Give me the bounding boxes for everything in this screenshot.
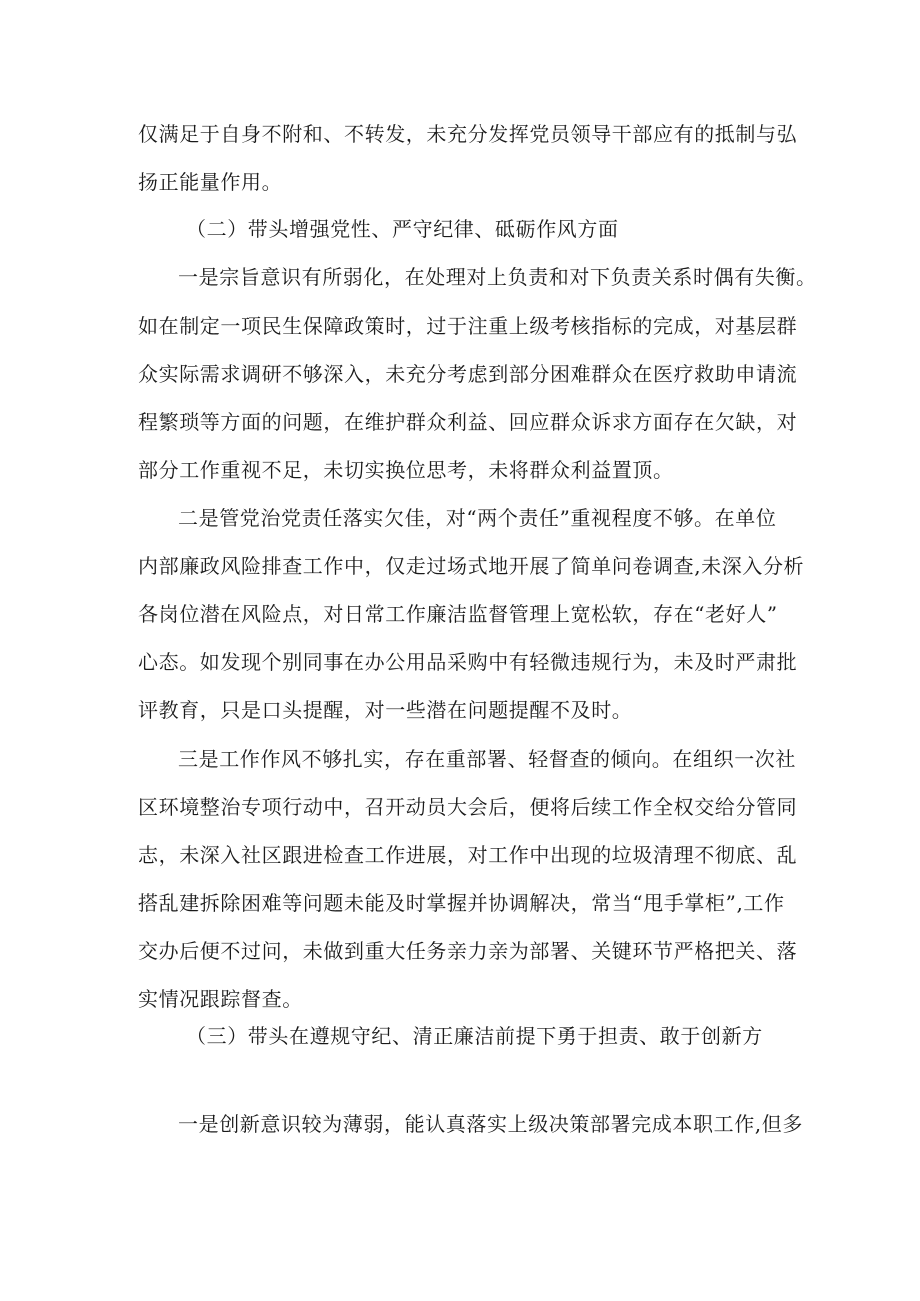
text-line: 实情况跟踪督查。 [138,987,303,1011]
text-line: 二是管党治党责任落实欠佳，对“两个责任”重视程度不够。在单位 [178,506,777,530]
text-line: 程繁琐等方面的问题，在维护群众利益、回应群众诉求方面存在欠缺，对 [138,410,798,434]
text-line: 部分工作重视不足，未切实换位思考，未将群众利益置顶。 [138,458,674,482]
text-line: 内部廉政风险排查工作中，仅走过场式地开展了简单问卷调查,未深入分析 [138,554,805,578]
text-line: 众实际需求调研不够深入，未充分考虑到部分困难群众在医疗救助申请流 [138,362,798,386]
text-line: 交办后便不过问，未做到重大任务亲力亲为部署、关键环节严格把关、落 [138,939,798,963]
text-line: 心态。如发现个别同事在办公用品采购中有轻微违规行为，未及时严肃批 [138,650,798,674]
text-line: 扬正能量作用。 [138,170,283,194]
text-line: 三是工作作风不够扎实，存在重部署、轻督查的倾向。在组织一次社 [178,747,796,771]
text-line: 如在制定一项民生保障政策时，过于注重上级考核指标的完成，对基层群 [138,314,798,338]
text-line: 各岗位潜在风险点，对日常工作廉洁监督管理上宽松软，存在“老好人” [138,602,778,626]
text-line: 评教育，只是口头提醒，对一些潜在问题提醒不及时。 [138,698,633,722]
text-line: 一是创新意识较为薄弱，能认真落实上级决策部署完成本职工作,但多 [178,1112,803,1136]
text-line: 一是宗旨意识有所弱化，在处理对上负责和对下负责关系时偶有失衡。 [178,265,817,289]
text-line: 搭乱建拆除困难等问题未能及时掌握并协调解决，常当“甩手掌柜”,工作 [138,891,785,915]
text-line: 区环境整治专项行动中，召开动员大会后，便将后续工作全权交给分管同 [138,795,798,819]
text-line: 志，未深入社区跟进检查工作进展，对工作中出现的垃圾清理不彻底、乱 [138,843,798,867]
section-heading-2: （二）带头增强党性、严守纪律、砥砺作风方面 [186,217,619,241]
section-heading-3: （三）带头在遵规守纪、清正廉洁前提下勇于担责、敢于创新方 [186,1024,763,1048]
text-line: 仅满足于自身不附和、不转发，未充分发挥党员领导干部应有的抵制与弘 [138,122,798,146]
